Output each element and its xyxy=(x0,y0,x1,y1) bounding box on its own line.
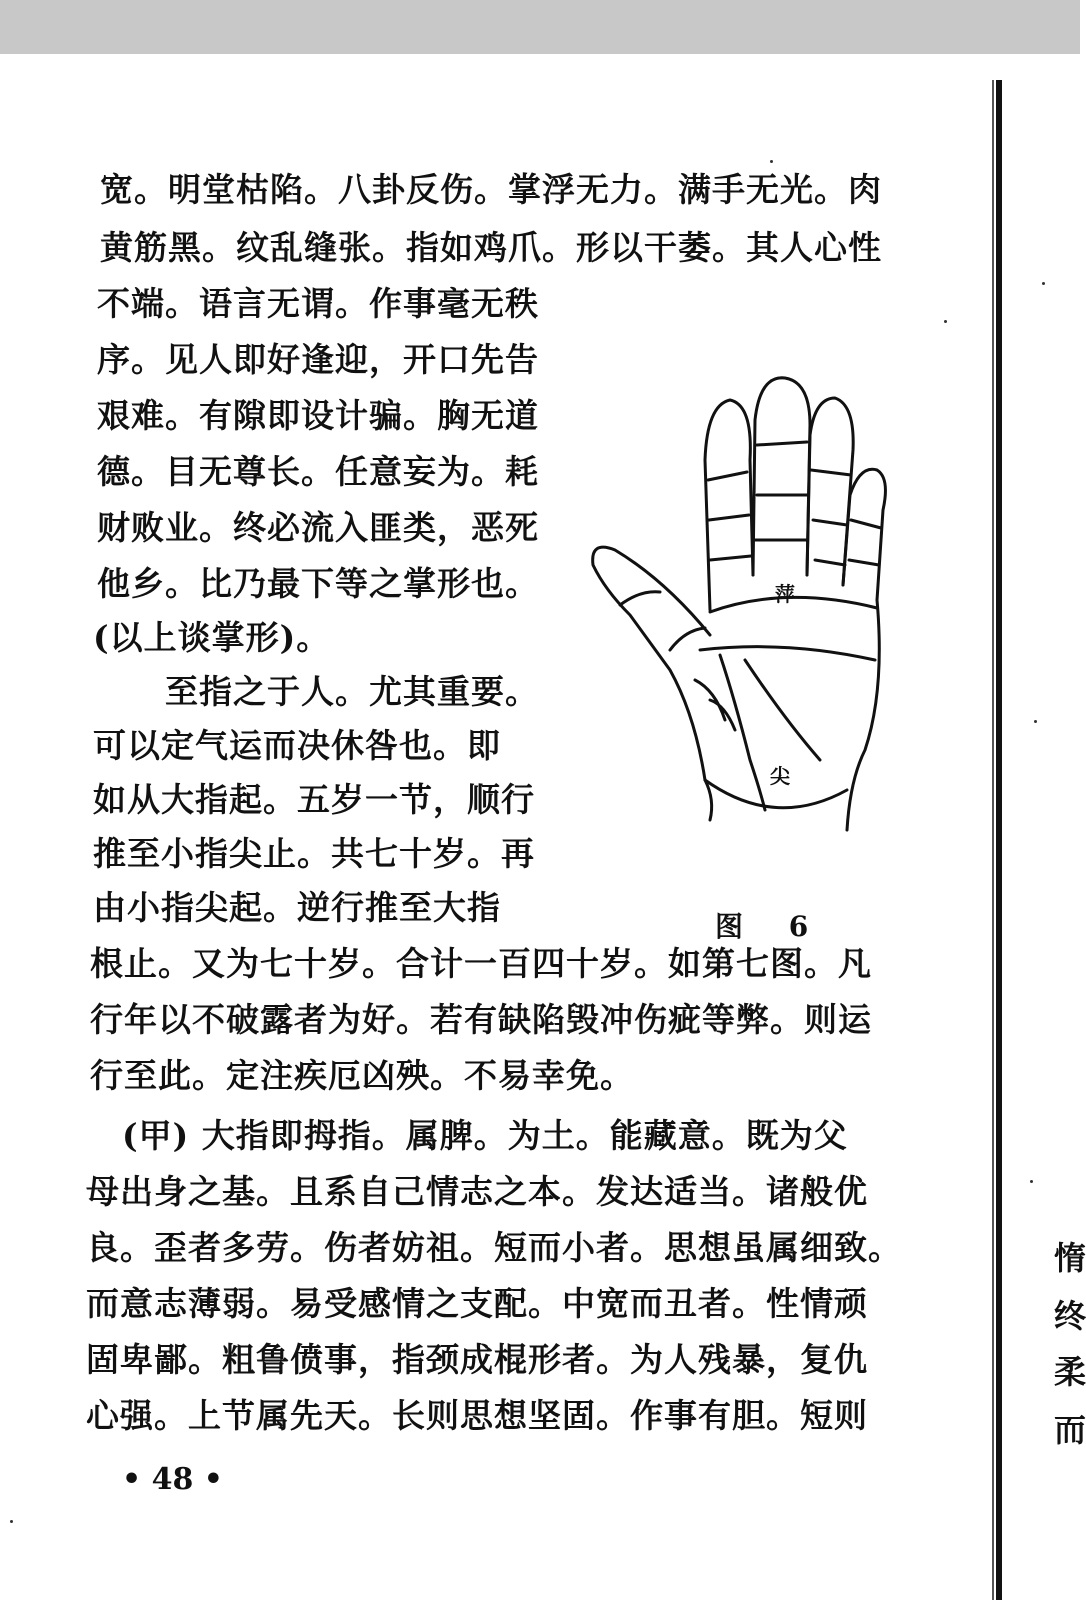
text-line-13: 推至小指尖止。共七十岁。再 xyxy=(93,834,535,873)
palm-label-lower: 尖 xyxy=(770,764,790,788)
text-line-5: 艰难。有隙即设计骗。胸无道 xyxy=(97,396,539,435)
text-line-19: 母出身之基。且系自己情志之本。发达适当。诸般优 xyxy=(86,1172,868,1211)
palm-label-upper: 萍 xyxy=(775,582,795,606)
index-finger-outline xyxy=(705,400,753,610)
text-line-18: (甲) 大指即拇指。属脾。为土。能藏意。既为父 xyxy=(122,1116,848,1155)
text-line-11: 可以定气运而决休咎也。即 xyxy=(93,726,501,765)
edge-char-2: 终 xyxy=(1054,1297,1086,1335)
scan-speck xyxy=(770,160,773,163)
page-gutter-line xyxy=(996,80,1002,1600)
text-line-20: 良。歪者多劳。伤者妨祖。短而小者。思想虽属细致。 xyxy=(86,1228,902,1267)
text-line-6: 德。目无尊长。任意妄为。耗 xyxy=(97,452,539,491)
text-line-8: 他乡。比乃最下等之掌形也。 xyxy=(97,564,539,603)
text-line-15: 根止。又为七十岁。合计一百四十岁。如第七图。凡 xyxy=(90,944,872,983)
page-gutter-shadow xyxy=(992,80,994,1600)
fate-line xyxy=(745,660,820,760)
text-line-10: 至指之于人。尤其重要。 xyxy=(165,672,539,711)
palm-figure xyxy=(585,360,915,860)
little-joints xyxy=(849,520,881,565)
text-line-4: 序。见人即好逢迎，开口先告 xyxy=(97,340,539,379)
text-line-12: 如从大指起。五岁一节，顺行 xyxy=(93,780,535,819)
text-line-22: 固卑鄙。粗鲁偾事，指颈成棍形者。为人残暴，复仇 xyxy=(86,1340,868,1379)
scan-speck xyxy=(10,1520,13,1523)
scan-speck xyxy=(1030,1180,1033,1183)
page-number: • 48 • xyxy=(122,1462,223,1497)
palm-drawing xyxy=(585,360,915,860)
head-line xyxy=(700,647,875,660)
text-line-21: 而意志薄弱。易受感情之支配。中宽而丑者。性情顽 xyxy=(86,1284,868,1323)
top-bar xyxy=(0,0,1080,54)
edge-char-3: 柔 xyxy=(1054,1353,1086,1391)
scan-speck xyxy=(1034,720,1037,723)
text-line-2: 黄筋黑。纹乱缝张。指如鸡爪。形以干萎。其人心性 xyxy=(100,228,882,267)
middle-joints xyxy=(755,442,807,540)
figure-caption: 图 6 xyxy=(715,910,827,943)
palm-edge xyxy=(847,600,879,830)
text-line-14: 由小指尖起。逆行推至大指 xyxy=(93,888,501,927)
edge-char-1: 惰 xyxy=(1054,1239,1086,1277)
text-line-9: (以上谈掌形)。 xyxy=(93,618,331,657)
edge-char-4: 而 xyxy=(1054,1411,1086,1449)
text-line-7: 财败业。终必流入匪类，恶死 xyxy=(97,508,539,547)
text-line-3: 不端。语言无谓。作事毫无秩 xyxy=(97,284,539,323)
scan-speck xyxy=(1042,282,1045,285)
wrist-left xyxy=(705,780,712,820)
text-line-1: 宽。明堂枯陷。八卦反伤。掌浮无力。满手无光。肉 xyxy=(100,170,882,209)
middle-finger-outline xyxy=(753,378,810,575)
text-line-16: 行年以不破露者为好。若有缺陷毁冲伤疵等弊。则运 xyxy=(90,1000,872,1039)
text-line-17: 行至此。定注疾厄凶殃。不易幸免。 xyxy=(90,1056,634,1095)
thumb-outline xyxy=(593,547,710,780)
index-joints xyxy=(708,472,751,560)
scan-speck xyxy=(944,320,947,323)
text-line-23: 心强。上节属先天。长则思想坚固。作事有胆。短则 xyxy=(86,1396,868,1435)
